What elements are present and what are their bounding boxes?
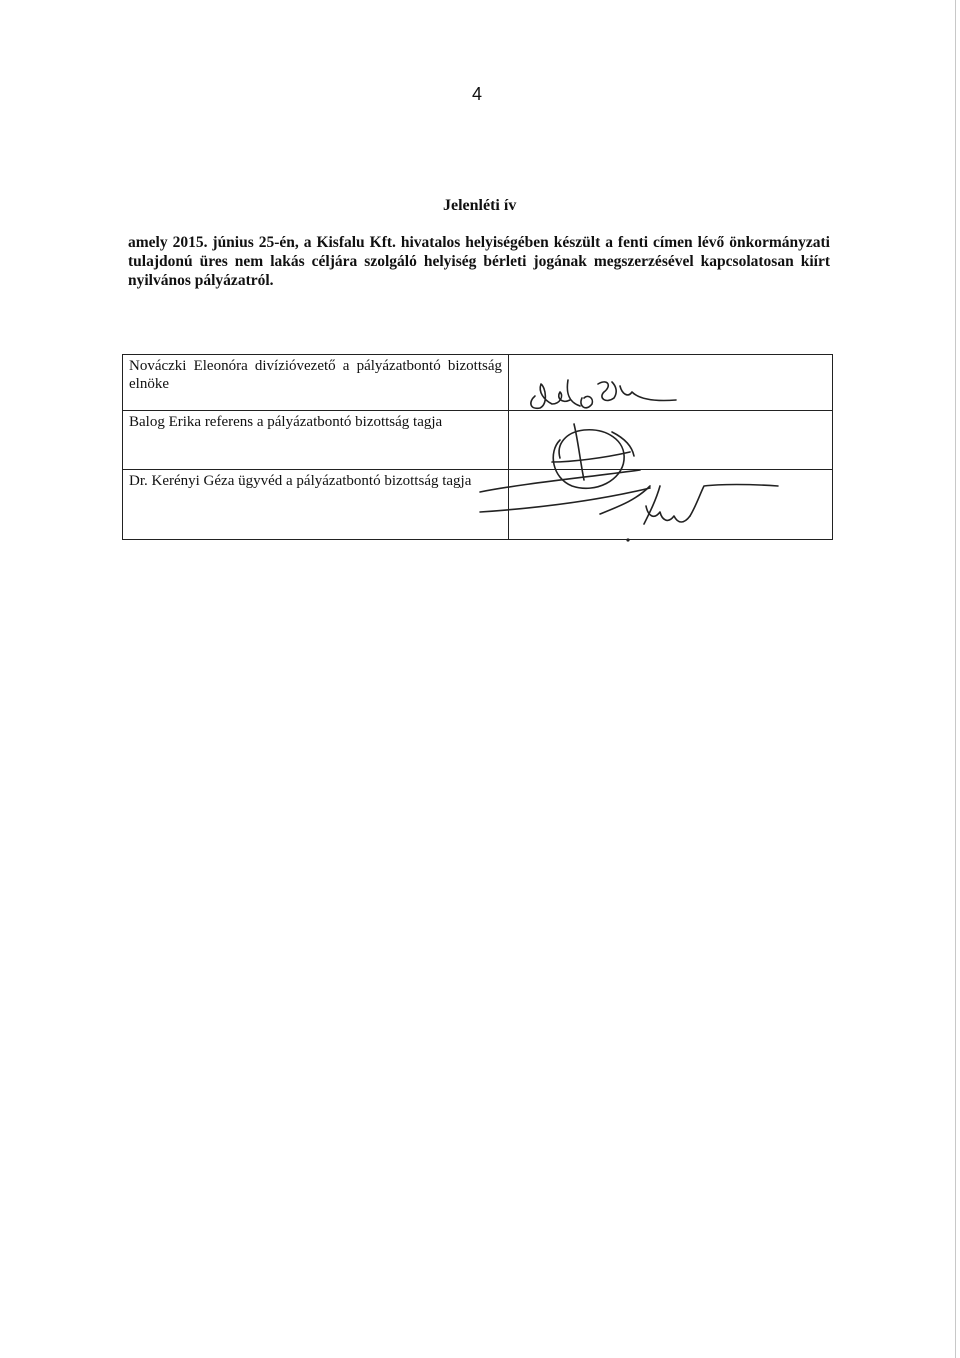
- signature-cell: [509, 355, 833, 411]
- signature-cell: [509, 469, 833, 539]
- table-row: [123, 355, 833, 411]
- attendance-table: [122, 354, 833, 540]
- table-row: [123, 469, 833, 539]
- page-number: 4: [472, 84, 483, 104]
- attendee-name: Balog Erika referens a pályázatbontó bizottság tagja: [123, 411, 509, 469]
- attendee-name: Dr. Kerényi Géza ügyvéd a pályázatbontó bizottság tagja: [123, 469, 509, 539]
- table-row: [123, 411, 833, 469]
- signature-cell: [509, 411, 833, 469]
- document-title: Jelenléti ív: [443, 197, 517, 214]
- scan-edge: [955, 0, 956, 1358]
- attendee-name: Nováczki Eleonóra divízióvezető a pályázatbontó bizottság elnöke: [123, 355, 509, 411]
- intro-paragraph: amely 2015. június 25-én, a Kisfalu Kft. hivatalos helyiségében készült a fenti címen lévő önkormányzati tulajdonú üres nem lakás céljára szolgáló helyiség bérleti jogának megszerzésével kapcsolatosan kiírt nyilvános pályázatról.: [128, 234, 830, 289]
